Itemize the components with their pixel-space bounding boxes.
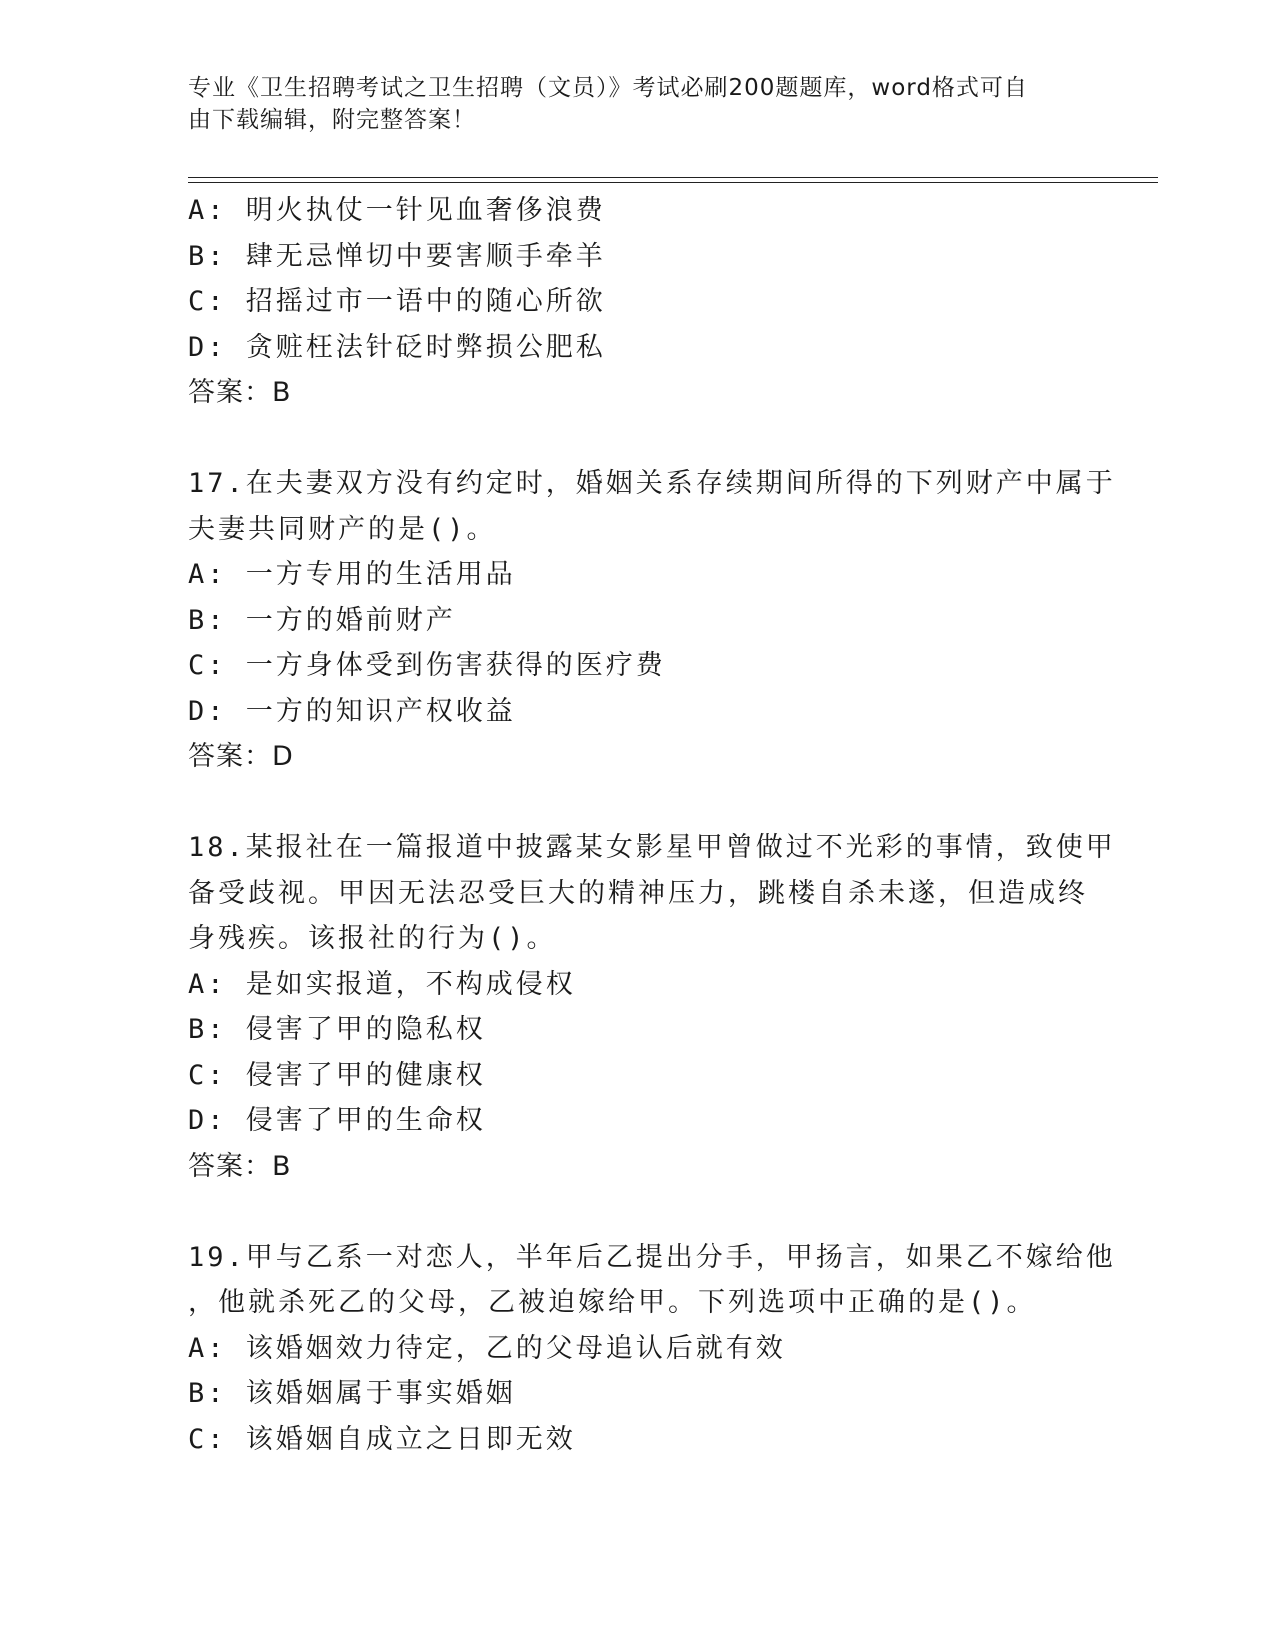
question-stem-line: 身残疾。该报社的行为()。: [188, 923, 557, 954]
option-c: C: 招摇过市一语中的随心所欲: [188, 286, 606, 317]
question-stem-line: ，他就杀死乙的父母，乙被迫嫁给甲。下列选项中正确的是()。: [188, 1287, 1037, 1318]
option-b: B: 该婚姻属于事实婚姻: [188, 1378, 516, 1409]
question-stem-line: 17.在夫妻双方没有约定时，婚姻关系存续期间所得的下列财产中属于: [188, 468, 1116, 499]
option-c: C: 一方身体受到伤害获得的医疗费: [188, 650, 666, 681]
question-list: [188, 188, 1116, 1462]
question-stem-line: 18.某报社在一篇报道中披露某女影星甲曾做过不光彩的事情，致使甲: [188, 832, 1116, 863]
option-a: A: 是如实报道，不构成侵权: [188, 968, 576, 1000]
question-16: [188, 188, 1088, 416]
question-stem-line: 19.甲与乙系一对恋人，半年后乙提出分手，甲扬言，如果乙不嫁给他: [188, 1241, 1116, 1273]
option-d: D: 贪赃枉法针砭时弊损公肥私: [188, 331, 606, 363]
option-b: B: 肆无忌惮切中要害顺手牵羊: [188, 240, 606, 272]
answer: 答案：B: [188, 1150, 292, 1182]
option-b: B: 一方的婚前财产: [188, 604, 456, 636]
question-19: [188, 1235, 1116, 1463]
spacer: [188, 780, 1088, 826]
header-divider-bottom: [188, 182, 1158, 183]
option-a: A: 明火执仗一针见血奢侈浪费: [188, 195, 606, 226]
question-stem-line: 夫妻共同财产的是()。: [188, 513, 497, 545]
document-header: [188, 72, 1068, 136]
question-18: [188, 825, 1116, 1189]
option-d: D: 侵害了甲的生命权: [188, 1105, 486, 1136]
option-a: A: 一方专用的生活用品: [188, 559, 516, 590]
spacer: [188, 416, 1088, 462]
header-line-2: 由下载编辑，附完整答案！: [188, 107, 476, 133]
answer: 答案：B: [188, 377, 292, 408]
option-d: D: 一方的知识产权收益: [188, 695, 516, 727]
answer: 答案：D: [188, 741, 294, 772]
header-line-1: 专业《卫生招聘考试之卫生招聘（文员）》考试必刷200题题库，word格式可自: [188, 75, 1028, 101]
option-c: C: 侵害了甲的健康权: [188, 1059, 486, 1091]
option-c: C: 该婚姻自成立之日即无效: [188, 1423, 576, 1455]
question-17: [188, 461, 1116, 780]
header-divider-top: [188, 177, 1158, 178]
spacer: [188, 1189, 1088, 1235]
option-b: B: 侵害了甲的隐私权: [188, 1014, 486, 1045]
question-stem-line: 备受歧视。甲因无法忍受巨大的精神压力，跳楼自杀未遂，但造成终: [188, 877, 1088, 909]
option-a: A: 该婚姻效力待定，乙的父母追认后就有效: [188, 1332, 786, 1364]
